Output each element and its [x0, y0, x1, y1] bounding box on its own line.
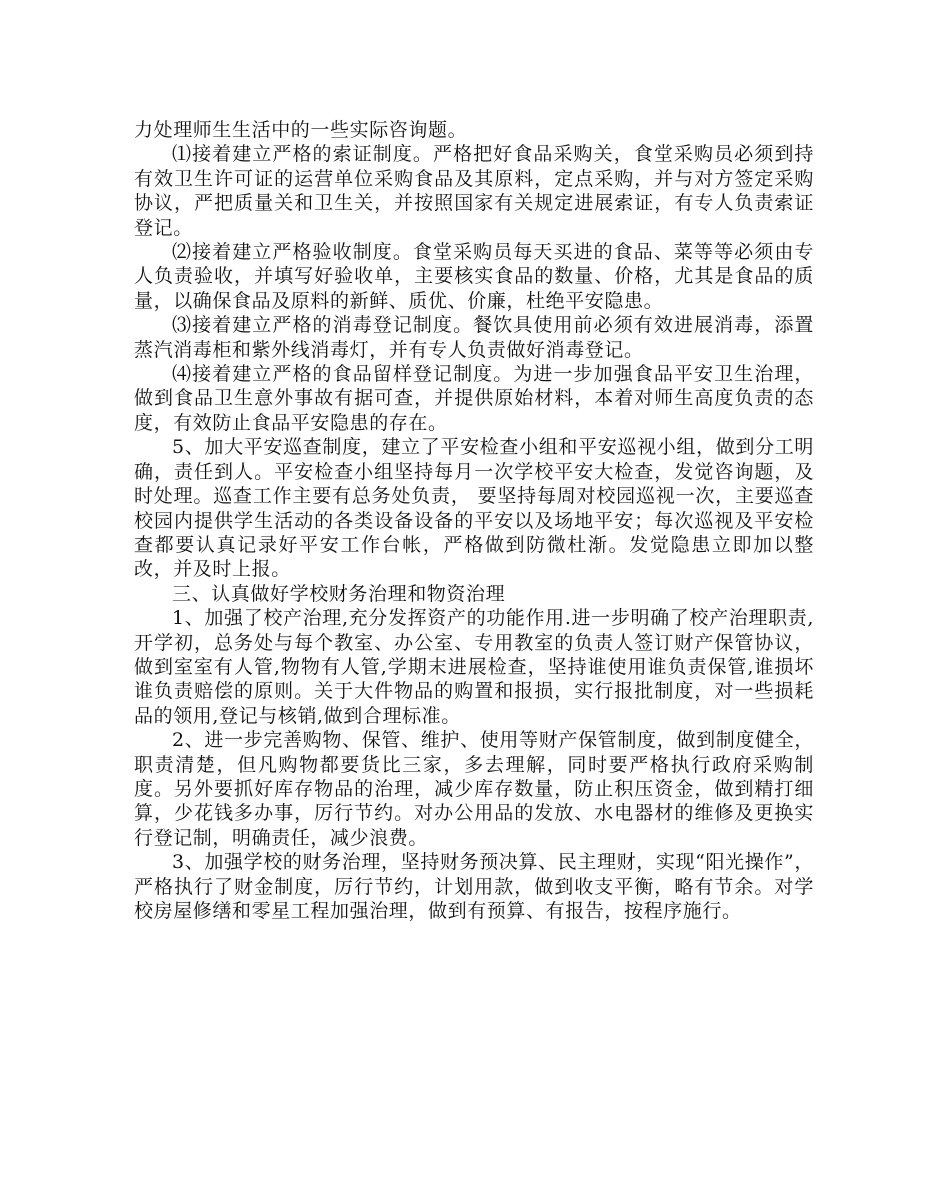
paragraph-continuation: 力处理师生生活中的一些实际咨询题。	[134, 119, 468, 141]
paragraph-sample-retention-system: ⑷接着建立严格的食品留样登记制度。为进一步加强食品平安卫生治理，做到食品卫生意外事故有据可查，并提供原始材料，本着对师生高度负责的态度，有效防止食品平安隐患的存在。	[134, 363, 814, 434]
paragraph-financial-management: 3、加强学校的财务治理，坚持财务预决算、民主理财，实现“阳光操作”，严格执行了财金制度，厉行节约，计划用款，做到收支平衡，略有节余。对学校房屋修缮和零星工程加强治理，做到有预算、有报告，按程序施行。	[134, 851, 814, 922]
paragraph-safety-patrol: 5、加大平安巡查制度，建立了平安检查小组和平安巡视小组，做到分工明确，责任到人。平安检查小组坚持每月一次学校平安大检查，发觉咨询题，及时处理。巡查工作主要有总务处负责， 要坚持每周对校园巡视一次，主要巡查校园内提供学生活动的各类设备设备的平安以及场地平安；每次巡视及平安检查都要认真记录好平安工作台帐，严格做到防微杜渐。发觉隐患立即加以整改，并及时上报。	[134, 436, 814, 581]
paragraph-asset-management: 1、加强了校产治理,充分发挥资产的功能作用.进一步明确了校产治理职责,开学初，总务处与每个教室、办公室、专用教室的负责人签订财产保管协议，做到室室有人管,物物有人管,学期末进展检查，坚持谁使用谁负责保管,谁损坏谁负责赔偿的原则。关于大件物品的购置和报损，实行报批制度，对一些损耗品的领用,登记与核销,做到合理标准。	[134, 607, 814, 727]
paragraph-certificate-system: ⑴接着建立严格的索证制度。严格把好食品采购关，食堂采购员必须到持有效卫生许可证的运营单位采购食品及其原料，定点采购，并与对方签定采购协议，严把质量关和卫生关，并按照国家有关规定进展索证，有专人负责索证登记。	[134, 143, 814, 239]
paragraph-acceptance-system: ⑵接着建立严格验收制度。食堂采购员每天买进的食品、菜等等必须由专人负责验收，并填写好验收单，主要核实食品的数量、价格，尤其是食品的质量，以确保食品及原料的新鲜、质优、价廉，杜绝平安隐患。	[134, 241, 814, 312]
document-body	[134, 118, 814, 923]
paragraph-custody-system: 2、进一步完善购物、保管、维护、使用等财产保管制度，做到制度健全，职责清楚，但凡购物都要货比三家，多去理解，同时要严格执行政府采购制度。另外要抓好库存物品的治理，减少库存数量，防止积压资金，做到精打细算，少花钱多办事，厉行节约。对办公用品的发放、水电器材的维修及更换实行登记制，明确责任，减少浪费。	[134, 729, 814, 849]
section-heading-finance: 三、认真做好学校财务治理和物资治理	[172, 582, 506, 605]
paragraph-disinfection-system: ⑶接着建立严格的消毒登记制度。餐饮具使用前必须有效进展消毒，添置蒸汽消毒柜和紫外线消毒灯，并有专人负责做好消毒登记。	[134, 314, 814, 361]
